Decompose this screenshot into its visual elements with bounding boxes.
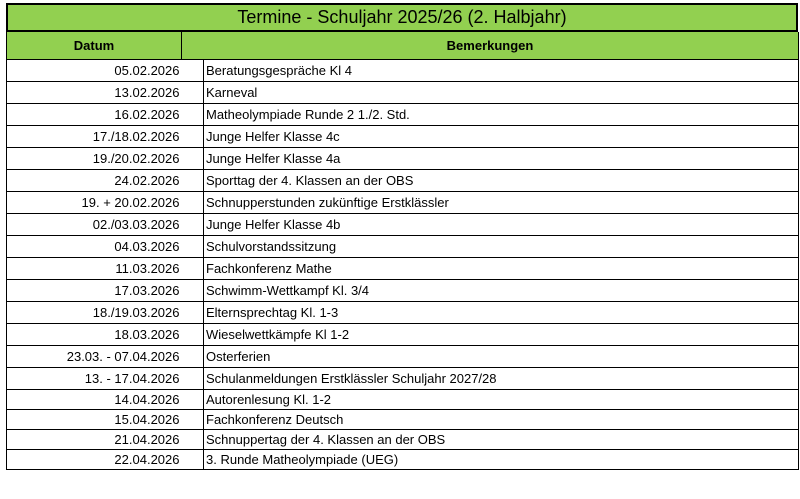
table-row xyxy=(7,409,799,429)
table-row xyxy=(7,81,799,103)
row-note: Sporttag der 4. Klassen an der OBS xyxy=(204,169,799,191)
table-row xyxy=(7,125,799,147)
header-row xyxy=(7,32,799,59)
column-header-note: Bemerkungen xyxy=(182,32,799,59)
row-date: 13. - 17.04.2026 xyxy=(7,367,182,389)
row-date: 22.04.2026 xyxy=(7,449,182,469)
row-note: Wieselwettkämpfe Kl 1-2 xyxy=(204,323,799,345)
row-note: Schwimm-Wettkampf Kl. 3/4 xyxy=(204,279,799,301)
table-row xyxy=(7,345,799,367)
row-note: Junge Helfer Klasse 4b xyxy=(204,213,799,235)
row-date: 05.02.2026 xyxy=(7,59,182,81)
table-row xyxy=(7,367,799,389)
row-note: Schulvorstandssitzung xyxy=(204,235,799,257)
row-note: Junge Helfer Klasse 4c xyxy=(204,125,799,147)
row-spacer xyxy=(182,103,204,125)
table-row xyxy=(7,449,799,469)
row-note: Osterferien xyxy=(204,345,799,367)
table-row xyxy=(7,279,799,301)
table-row xyxy=(7,59,799,81)
row-date: 13.02.2026 xyxy=(7,81,182,103)
row-spacer xyxy=(182,323,204,345)
row-note: Beratungsgespräche Kl 4 xyxy=(204,59,799,81)
row-date: 19./20.02.2026 xyxy=(7,147,182,169)
table-row xyxy=(7,213,799,235)
row-spacer xyxy=(182,125,204,147)
row-spacer xyxy=(182,213,204,235)
row-note: Junge Helfer Klasse 4a xyxy=(204,147,799,169)
table-row xyxy=(7,103,799,125)
row-spacer xyxy=(182,81,204,103)
row-spacer xyxy=(182,169,204,191)
row-spacer xyxy=(182,235,204,257)
schedule-title: Termine - Schuljahr 2025/26 (2. Halbjahr) xyxy=(6,3,798,32)
row-date: 21.04.2026 xyxy=(7,429,182,449)
row-date: 19. + 20.02.2026 xyxy=(7,191,182,213)
table-row xyxy=(7,323,799,345)
table-row xyxy=(7,147,799,169)
row-date: 17.03.2026 xyxy=(7,279,182,301)
row-note: Schulanmeldungen Erstklässler Schuljahr 2027/28 xyxy=(204,367,799,389)
row-note: Elternsprechtag Kl. 1-3 xyxy=(204,301,799,323)
row-spacer xyxy=(182,279,204,301)
row-spacer xyxy=(182,389,204,409)
row-date: 24.02.2026 xyxy=(7,169,182,191)
schedule-sheet xyxy=(6,3,798,470)
column-header-date: Datum xyxy=(7,32,182,59)
row-date: 14.04.2026 xyxy=(7,389,182,409)
row-note: Fachkonferenz Mathe xyxy=(204,257,799,279)
row-spacer xyxy=(182,147,204,169)
row-date: 11.03.2026 xyxy=(7,257,182,279)
row-date: 18./19.03.2026 xyxy=(7,301,182,323)
row-note: Schnuppertag der 4. Klassen an der OBS xyxy=(204,429,799,449)
row-note: 3. Runde Matheolympiade (UEG) xyxy=(204,449,799,469)
row-spacer xyxy=(182,191,204,213)
row-spacer xyxy=(182,449,204,469)
row-note: Autorenlesung Kl. 1-2 xyxy=(204,389,799,409)
row-date: 18.03.2026 xyxy=(7,323,182,345)
row-note: Matheolympiade Runde 2 1./2. Std. xyxy=(204,103,799,125)
row-note: Fachkonferenz Deutsch xyxy=(204,409,799,429)
table-row xyxy=(7,301,799,323)
row-spacer xyxy=(182,301,204,323)
row-note: Karneval xyxy=(204,81,799,103)
row-spacer xyxy=(182,345,204,367)
row-spacer xyxy=(182,59,204,81)
row-date: 02./03.03.2026 xyxy=(7,213,182,235)
table-row xyxy=(7,169,799,191)
row-date: 15.04.2026 xyxy=(7,409,182,429)
table-row xyxy=(7,429,799,449)
row-date: 16.02.2026 xyxy=(7,103,182,125)
row-spacer xyxy=(182,429,204,449)
row-spacer xyxy=(182,367,204,389)
table-row xyxy=(7,389,799,409)
row-spacer xyxy=(182,409,204,429)
row-date: 17./18.02.2026 xyxy=(7,125,182,147)
schedule-rows xyxy=(7,59,799,469)
table-row xyxy=(7,191,799,213)
schedule-table xyxy=(6,32,799,470)
row-date: 23.03. - 07.04.2026 xyxy=(7,345,182,367)
table-row xyxy=(7,257,799,279)
row-spacer xyxy=(182,257,204,279)
table-row xyxy=(7,235,799,257)
row-note: Schnupperstunden zukünftige Erstklässler xyxy=(204,191,799,213)
row-date: 04.03.2026 xyxy=(7,235,182,257)
